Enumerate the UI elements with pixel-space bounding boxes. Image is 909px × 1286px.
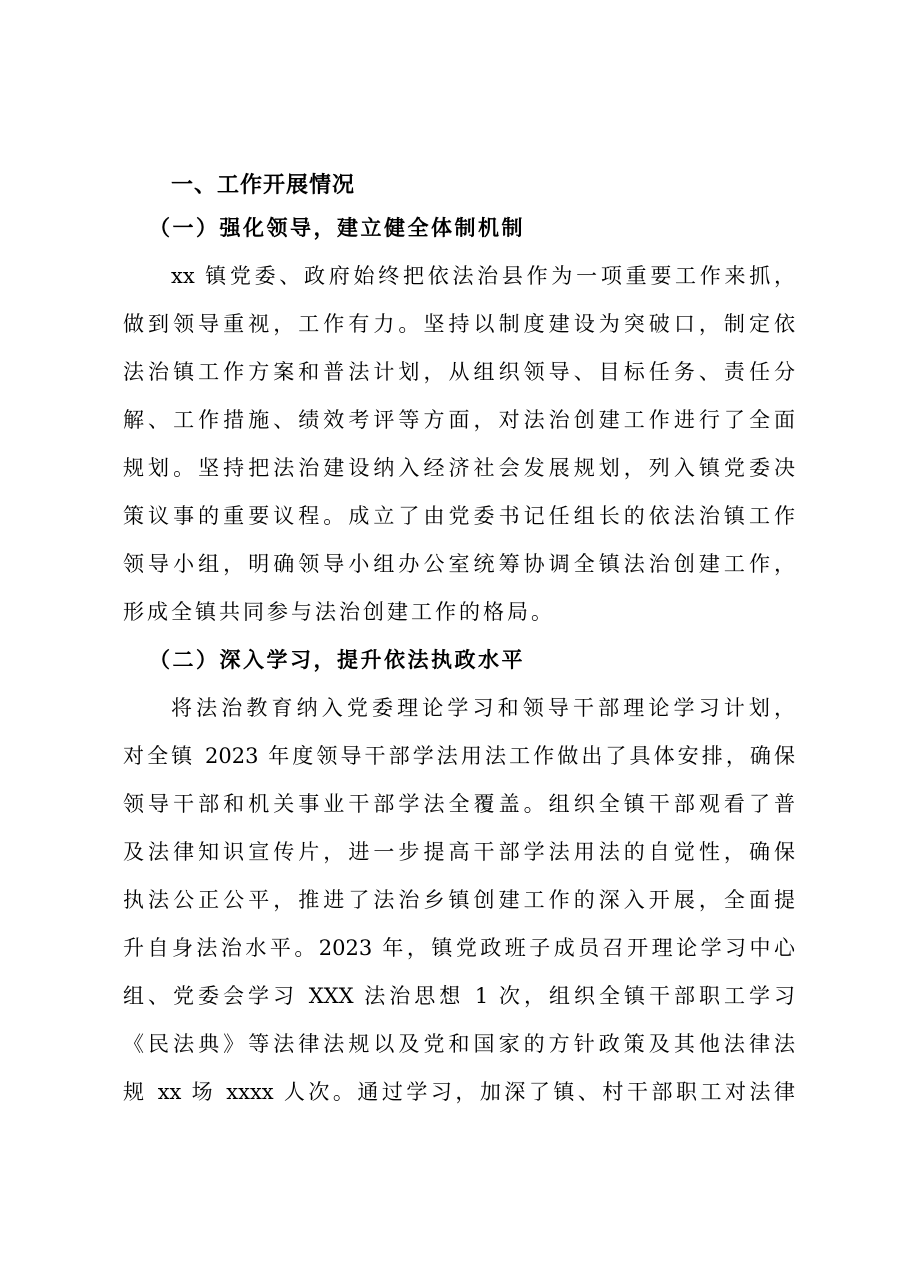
paragraph-line: 解、工作措施、绩效考评等方面，对法治创建工作进行了全面 — [123, 408, 795, 432]
paragraph-line: 策议事的重要议程。成立了由党委书记任组长的依法治镇工作 — [123, 504, 795, 528]
paragraph-line: 将法治教育纳入党委理论学习和领导干部理论学习计划， — [171, 696, 795, 720]
paragraph-line: 执法公正公平，推进了法治乡镇创建工作的深入开展，全面提 — [123, 888, 795, 912]
document-body — [123, 168, 795, 1116]
paragraph-line: 法治镇工作方案和普法计划，从组织领导、目标任务、责任分 — [123, 360, 795, 384]
subsection-heading-2: （二）深入学习，提升依法执政水平 — [149, 647, 525, 672]
paragraph-line: 对全镇 2023 年度领导干部学法用法工作做出了具体安排，确保 — [123, 744, 795, 768]
paragraph-line: 规划。坚持把法治建设纳入经济社会发展规划，列入镇党委决 — [123, 456, 795, 480]
section-heading: 一、工作开展情况 — [171, 173, 356, 198]
paragraph-line: 领导小组，明确领导小组办公室统筹协调全镇法治创建工作， — [123, 552, 795, 576]
paragraph-line: 规 xx 场 xxxx 人次。通过学习，加深了镇、村干部职工对法律 — [123, 1080, 795, 1104]
paragraph-line: 及法律知识宣传片，进一步提高干部学法用法的自觉性，确保 — [123, 840, 795, 864]
paragraph-line: 做到领导重视，工作有力。坚持以制度建设为突破口，制定依 — [123, 312, 795, 336]
paragraph-1 — [123, 252, 795, 636]
paragraph-line: 升自身法治水平。2023 年，镇党政班子成员召开理论学习中心 — [123, 936, 795, 960]
paragraph-line: 领导干部和机关事业干部学法全覆盖。组织全镇干部观看了普 — [123, 792, 795, 816]
paragraph-line: 形成全镇共同参与法治创建工作的格局。 — [123, 600, 555, 624]
paragraph-line: 组、党委会学习 XXX 法治思想 1 次，组织全镇干部职工学习 — [123, 984, 795, 1008]
subsection-heading-1: （一）强化领导，建立健全体制机制 — [149, 215, 525, 240]
paragraph-2 — [123, 684, 795, 1116]
paragraph-line: 《民法典》等法律法规以及党和国家的方针政策及其他法律法 — [123, 1032, 795, 1056]
paragraph-line: xx 镇党委、政府始终把依法治县作为一项重要工作来抓， — [171, 264, 795, 288]
